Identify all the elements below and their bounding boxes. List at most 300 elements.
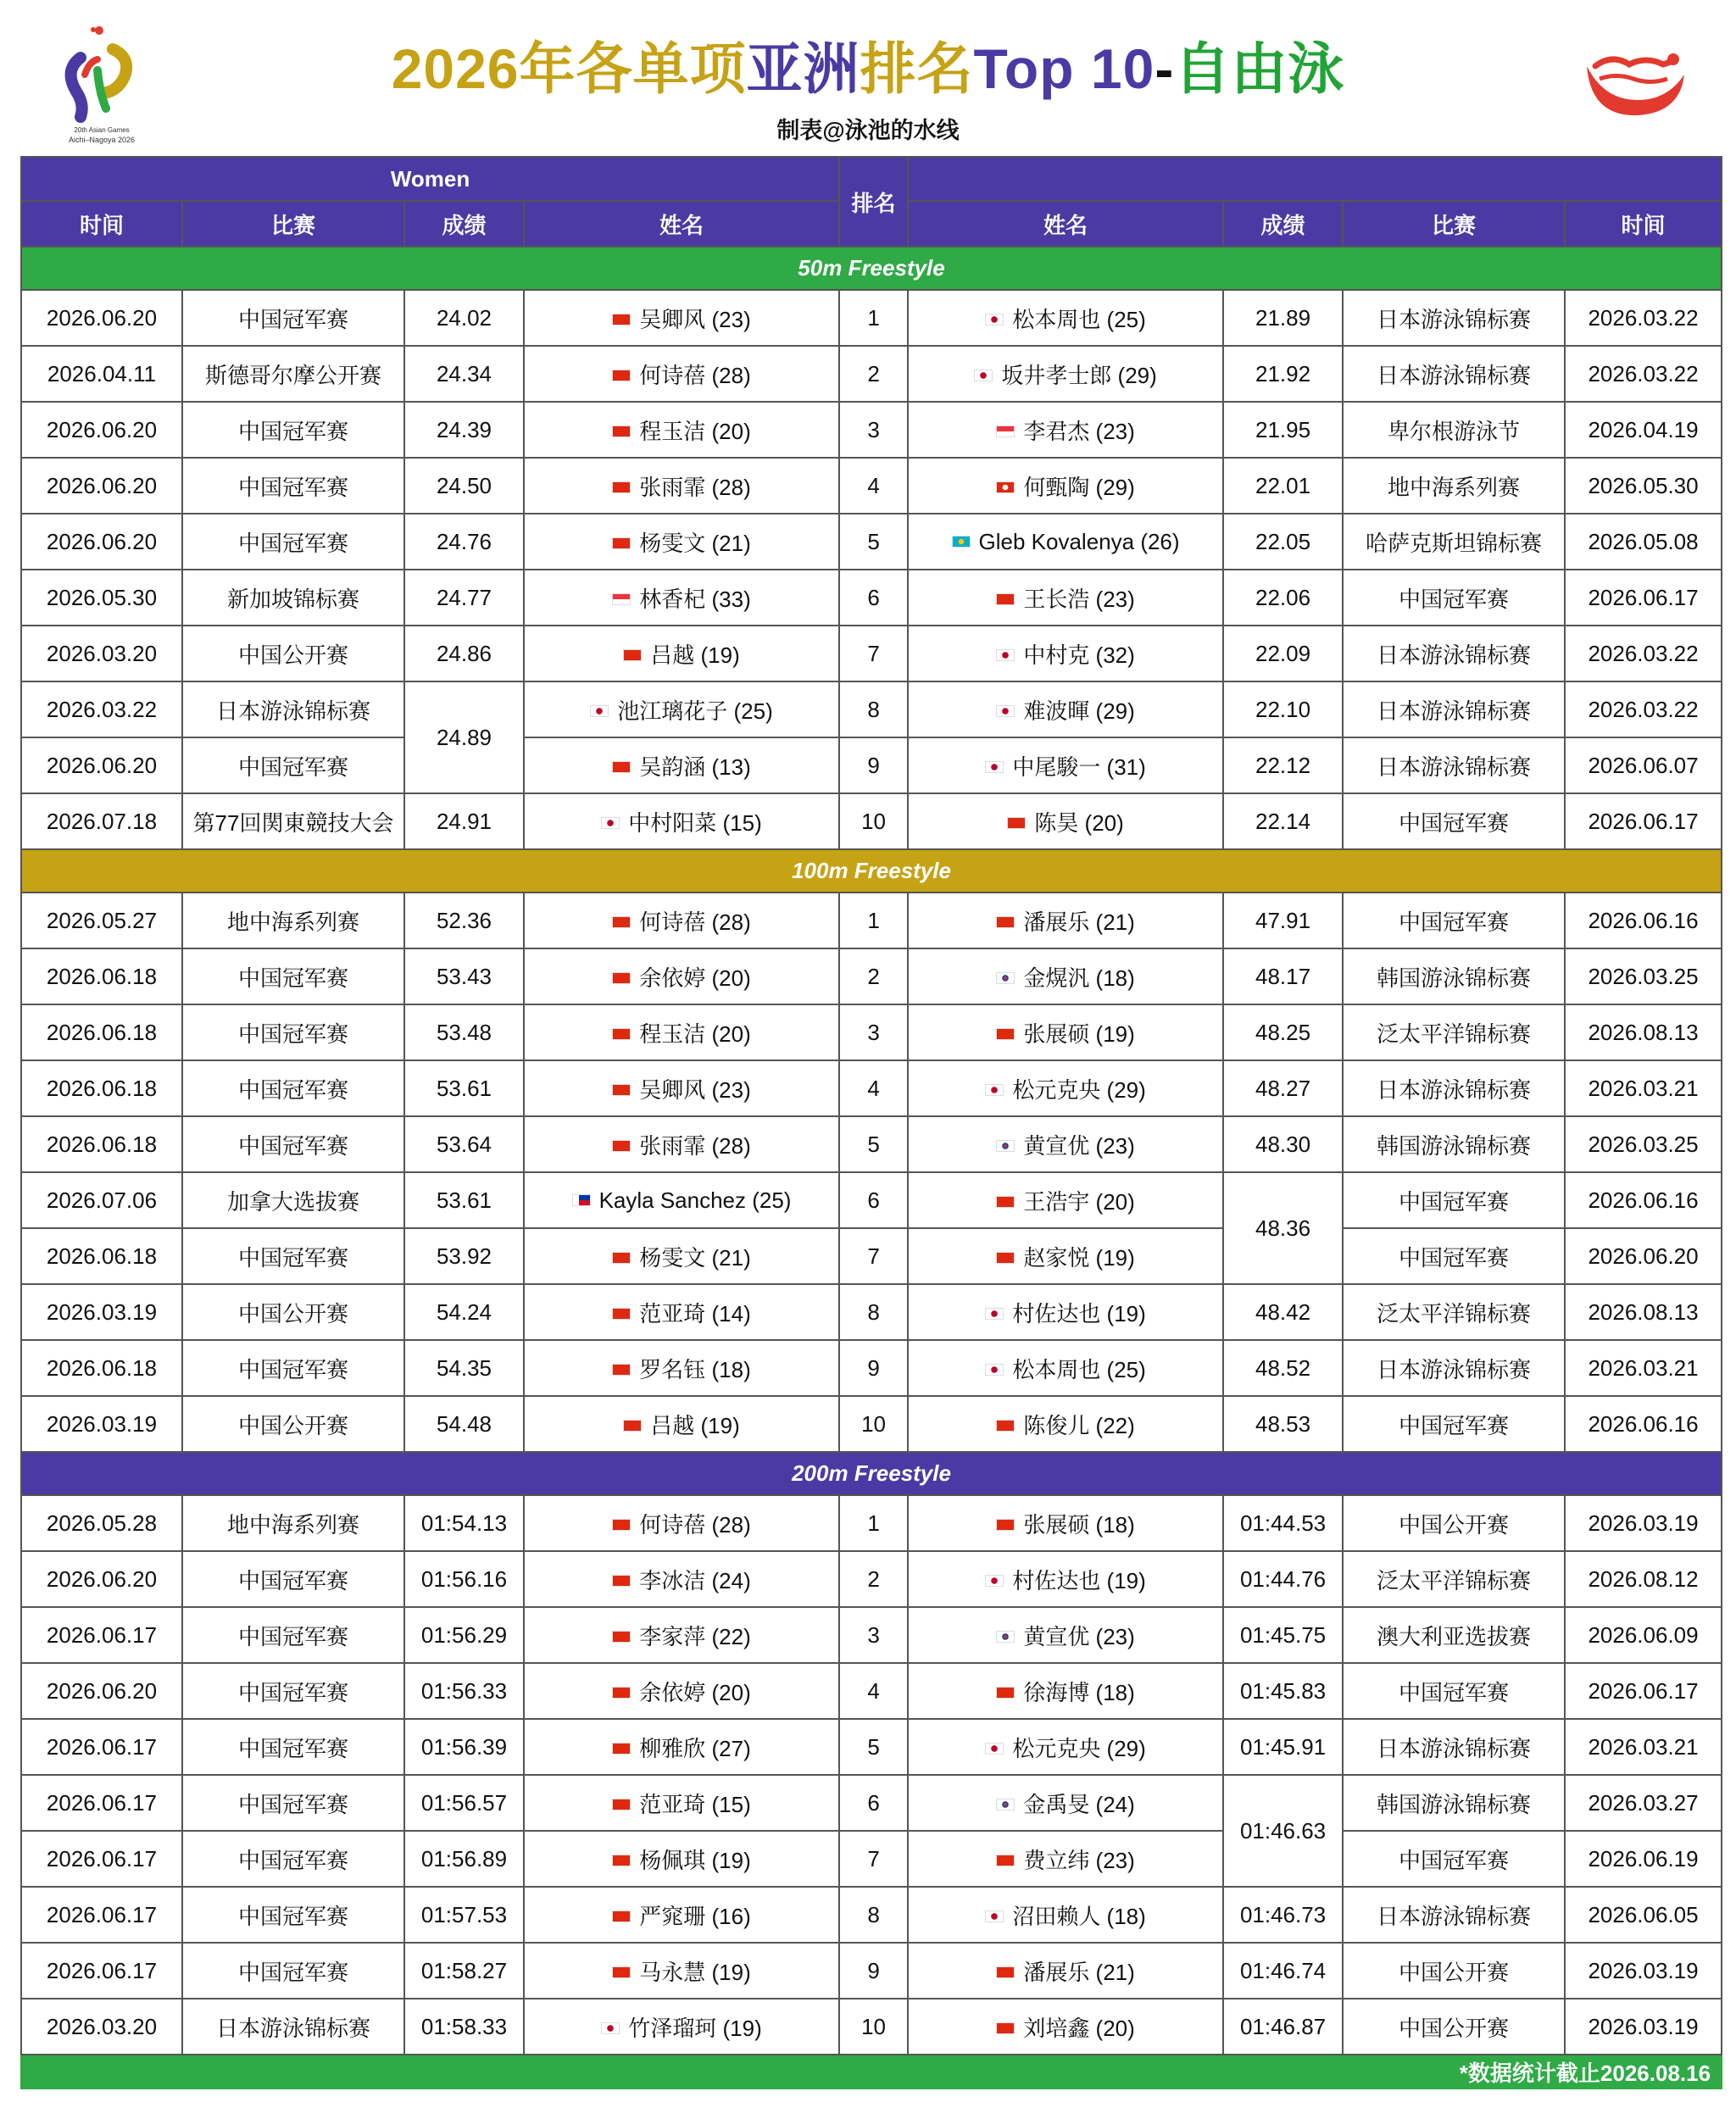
flag-icon	[996, 1420, 1015, 1432]
section-title: 200m Freestyle	[21, 1452, 1722, 1495]
footer-row	[21, 2055, 1722, 2088]
flag-icon	[612, 1687, 631, 1699]
rank-cell: 2	[839, 1551, 908, 1607]
athlete-name: 杨佩琪 (19)	[639, 1847, 751, 1873]
athlete-name: 罗名钰 (18)	[639, 1356, 751, 1382]
athlete-name: 柳雅欣 (27)	[639, 1735, 751, 1761]
men-date-cell: 2026.03.22	[1565, 290, 1722, 346]
table-row	[21, 737, 1722, 793]
women-meet-cell: 中国冠军赛	[182, 1060, 404, 1116]
women-date-cell: 2026.05.27	[21, 893, 182, 948]
women-athlete-cell	[524, 1663, 839, 1719]
athlete-name: 王长浩 (23)	[1023, 586, 1135, 612]
women-result-cell: 01:56.29	[404, 1607, 524, 1663]
women-meet-cell: 中国冠军赛	[182, 1004, 404, 1060]
athlete-name: 费立纬 (23)	[1023, 1847, 1135, 1873]
men-date-cell: 2026.03.19	[1565, 1495, 1722, 1551]
section-header	[21, 1452, 1722, 1495]
women-athlete-cell	[524, 1396, 839, 1452]
women-date-cell: 2026.06.17	[21, 1943, 182, 1999]
women-result-cell: 53.61	[404, 1060, 524, 1116]
flag-icon	[974, 370, 993, 381]
women-meet-cell: 中国冠军赛	[182, 1831, 404, 1887]
women-date-cell: 2026.06.20	[21, 514, 182, 570]
flag-icon	[996, 1252, 1015, 1264]
men-athlete-cell	[908, 737, 1223, 793]
men-date-cell: 2026.05.30	[1565, 458, 1722, 514]
table-row	[21, 402, 1722, 458]
athlete-name: 中尾駿一 (31)	[1012, 754, 1146, 780]
table-body	[21, 247, 1722, 2088]
table-row	[21, 1004, 1722, 1060]
men-result-cell: 01:44.76	[1223, 1551, 1343, 1607]
men-result-cell: 47.91	[1223, 893, 1343, 948]
women-date-cell: 2026.06.18	[21, 948, 182, 1004]
men-date-cell: 2026.03.19	[1565, 1943, 1722, 1999]
men-result-cell: 48.52	[1223, 1340, 1343, 1396]
athlete-name: 吕越 (19)	[650, 642, 740, 668]
women-athlete-cell	[524, 1284, 839, 1340]
men-date-cell: 2026.03.25	[1565, 1116, 1722, 1172]
men-result-cell: 48.17	[1223, 948, 1343, 1004]
women-athlete-cell	[524, 1887, 839, 1943]
flag-icon	[601, 2022, 620, 2034]
athlete-name: 黄宣优 (23)	[1023, 1132, 1135, 1159]
women-meet-cell: 中国冠军赛	[182, 1887, 404, 1943]
table-row	[21, 793, 1722, 849]
women-athlete-cell	[524, 1060, 839, 1116]
women-result-cell: 01:57.53	[404, 1887, 524, 1943]
men-date-cell: 2026.06.05	[1565, 1887, 1722, 1943]
women-meet-cell: 第77回関東競技大会	[182, 793, 404, 849]
col-header-m-name: 姓名	[908, 201, 1223, 247]
flag-icon	[612, 1575, 631, 1587]
women-meet-cell: 中国冠军赛	[182, 290, 404, 346]
athlete-name: 松元克央 (29)	[1012, 1076, 1146, 1103]
athlete-name: 李君杰 (23)	[1023, 418, 1135, 444]
men-date-cell: 2026.06.20	[1565, 1228, 1722, 1284]
women-meet-cell: 中国冠军赛	[182, 1551, 404, 1607]
women-meet-cell: 中国公开赛	[182, 626, 404, 681]
women-meet-cell: 中国冠军赛	[182, 1663, 404, 1719]
flag-icon	[612, 425, 631, 437]
flag-icon	[996, 1855, 1015, 1866]
men-meet-cell: 哈萨克斯坦锦标赛	[1343, 514, 1565, 570]
section-title: 100m Freestyle	[21, 849, 1722, 893]
men-result-cell: 01:46.73	[1223, 1887, 1343, 1943]
flag-icon	[985, 1308, 1004, 1320]
women-result-cell: 24.86	[404, 626, 524, 681]
men-athlete-cell	[908, 1340, 1223, 1396]
table-row	[21, 1060, 1722, 1116]
rank-cell: 9	[839, 737, 908, 793]
men-athlete-cell	[908, 1775, 1223, 1831]
men-meet-cell: 日本游泳锦标赛	[1343, 681, 1565, 737]
flag-icon	[612, 1364, 631, 1376]
women-date-cell: 2026.03.20	[21, 626, 182, 681]
table-row	[21, 1607, 1722, 1663]
men-meet-cell: 日本游泳锦标赛	[1343, 626, 1565, 681]
women-date-cell: 2026.03.19	[21, 1284, 182, 1340]
women-date-cell: 2026.03.19	[21, 1396, 182, 1452]
flag-icon	[612, 1910, 631, 1922]
women-athlete-cell	[524, 290, 839, 346]
athlete-name: 中村阳菜 (15)	[628, 809, 762, 836]
men-athlete-cell	[908, 1284, 1223, 1340]
rank-cell: 3	[839, 1004, 908, 1060]
rank-cell: 1	[839, 290, 908, 346]
men-athlete-cell	[908, 1943, 1223, 1999]
athlete-name: 陈俊儿 (22)	[1023, 1412, 1135, 1438]
table-row	[21, 948, 1722, 1004]
men-date-cell: 2026.06.17	[1565, 570, 1722, 626]
women-athlete-cell	[524, 1943, 839, 1999]
men-athlete-cell	[908, 1607, 1223, 1663]
rank-cell: 9	[839, 1340, 908, 1396]
athlete-name: 黄宣优 (23)	[1023, 1623, 1135, 1649]
men-result-cell: 21.95	[1223, 402, 1343, 458]
men-date-cell: 2026.06.09	[1565, 1607, 1722, 1663]
women-athlete-cell	[524, 948, 839, 1004]
women-meet-cell: 中国冠军赛	[182, 514, 404, 570]
athlete-name: 赵家悦 (19)	[1023, 1244, 1135, 1271]
women-athlete-cell	[524, 1340, 839, 1396]
flag-icon	[1007, 817, 1026, 829]
women-athlete-cell	[524, 893, 839, 948]
athlete-name: 松元克央 (29)	[1012, 1735, 1146, 1761]
flag-icon	[612, 481, 631, 493]
men-result-cell: 01:46.74	[1223, 1943, 1343, 1999]
women-result-cell: 24.34	[404, 346, 524, 402]
flag-icon	[612, 1084, 631, 1096]
men-meet-cell: 日本游泳锦标赛	[1343, 1060, 1565, 1116]
women-result-cell: 24.39	[404, 402, 524, 458]
men-result-cell: 48.42	[1223, 1284, 1343, 1340]
women-meet-cell: 斯德哥尔摩公开赛	[182, 346, 404, 402]
athlete-name: 松本周也 (25)	[1012, 306, 1146, 332]
rank-cell: 4	[839, 1663, 908, 1719]
table-row	[21, 626, 1722, 681]
women-result-cell: 01:56.16	[404, 1551, 524, 1607]
women-athlete-cell	[524, 626, 839, 681]
flag-icon	[996, 425, 1015, 437]
men-date-cell: 2026.03.21	[1565, 1340, 1722, 1396]
women-date-cell: 2026.05.30	[21, 570, 182, 626]
men-date-cell: 2026.03.22	[1565, 346, 1722, 402]
rank-cell: 8	[839, 681, 908, 737]
table-row	[21, 1831, 1722, 1887]
women-meet-cell: 中国冠军赛	[182, 1607, 404, 1663]
flag-icon	[612, 537, 631, 549]
men-athlete-cell	[908, 1887, 1223, 1943]
men-meet-cell: 中国冠军赛	[1343, 1831, 1565, 1887]
athlete-name: 余依婷 (20)	[639, 965, 751, 991]
men-athlete-cell	[908, 681, 1223, 737]
rank-cell: 10	[839, 793, 908, 849]
women-meet-cell: 中国冠军赛	[182, 402, 404, 458]
table-row	[21, 346, 1722, 402]
logo-line1: 20th Asian Games	[74, 126, 130, 134]
col-header-w-date: 时间	[21, 201, 182, 247]
men-date-cell: 2026.06.17	[1565, 1663, 1722, 1719]
women-result-cell: 54.35	[404, 1340, 524, 1396]
flag-icon	[612, 1140, 631, 1152]
athlete-name: 王浩宇 (20)	[1023, 1188, 1135, 1215]
flag-icon	[612, 1252, 631, 1264]
women-date-cell: 2026.06.20	[21, 402, 182, 458]
table-row	[21, 1719, 1722, 1775]
flag-icon	[612, 314, 631, 325]
athlete-name: 何诗蓓 (28)	[639, 362, 751, 388]
women-athlete-cell	[524, 681, 839, 737]
athlete-name: 范亚琦 (14)	[639, 1300, 751, 1326]
flag-icon	[996, 972, 1015, 984]
rank-cell: 10	[839, 1396, 908, 1452]
athlete-name: 张雨霏 (28)	[639, 1132, 751, 1159]
women-meet-cell: 中国冠军赛	[182, 1719, 404, 1775]
men-meet-cell: 泛太平洋锦标赛	[1343, 1551, 1565, 1607]
men-result-cell: 21.92	[1223, 346, 1343, 402]
women-date-cell: 2026.06.17	[21, 1607, 182, 1663]
page-title: 2026年各单项亚洲排名Top 10-自由泳	[391, 37, 1345, 100]
women-meet-cell: 中国公开赛	[182, 1284, 404, 1340]
women-date-cell: 2026.05.28	[21, 1495, 182, 1551]
women-date-cell: 2026.03.22	[21, 681, 182, 737]
men-result-cell: 01:46.87	[1223, 1999, 1343, 2055]
flag-icon	[623, 649, 642, 661]
women-athlete-cell	[524, 402, 839, 458]
men-date-cell: 2026.08.13	[1565, 1284, 1722, 1340]
women-meet-cell: 中国冠军赛	[182, 737, 404, 793]
flag-icon	[996, 1631, 1015, 1643]
men-date-cell: 2026.03.21	[1565, 1060, 1722, 1116]
athlete-name: 吕越 (19)	[650, 1412, 740, 1438]
men-meet-cell: 中国冠军赛	[1343, 793, 1565, 849]
men-athlete-cell	[908, 1228, 1223, 1284]
women-result-cell: 01:54.13	[404, 1495, 524, 1551]
col-header-w-time: 成绩	[404, 201, 524, 247]
women-meet-cell: 中国冠军赛	[182, 1228, 404, 1284]
table-row	[21, 1887, 1722, 1943]
swimmer-logo	[1578, 41, 1693, 125]
athlete-name: 张展硕 (19)	[1023, 1021, 1135, 1047]
flag-icon	[996, 1140, 1015, 1152]
women-athlete-cell	[524, 570, 839, 626]
women-result-cell: 24.89	[404, 681, 524, 793]
men-meet-cell: 中国冠军赛	[1343, 1396, 1565, 1452]
col-header-m-date: 时间	[1565, 201, 1722, 247]
men-athlete-cell	[908, 290, 1223, 346]
men-meet-cell: 日本游泳锦标赛	[1343, 1719, 1565, 1775]
women-date-cell: 2026.06.20	[21, 737, 182, 793]
women-result-cell: 24.76	[404, 514, 524, 570]
women-meet-cell: 中国冠军赛	[182, 1340, 404, 1396]
rank-header: 排名	[839, 157, 908, 247]
athlete-name: 坂井孝士郎 (29)	[1001, 362, 1157, 388]
flag-icon	[985, 1575, 1004, 1587]
men-date-cell: 2026.03.19	[1565, 1999, 1722, 2055]
rank-cell: 6	[839, 570, 908, 626]
flag-icon	[612, 761, 631, 773]
athlete-name: 刘培鑫 (20)	[1023, 2015, 1135, 2041]
women-date-cell: 2026.06.18	[21, 1228, 182, 1284]
men-meet-cell: 澳大利亚选拔赛	[1343, 1607, 1565, 1663]
athlete-name: 何诗蓓 (28)	[639, 1511, 751, 1538]
men-date-cell: 2026.06.19	[1565, 1831, 1722, 1887]
women-athlete-cell	[524, 1999, 839, 2055]
women-result-cell: 53.64	[404, 1116, 524, 1172]
rank-cell: 8	[839, 1284, 908, 1340]
section-header	[21, 247, 1722, 290]
rank-cell: 4	[839, 1060, 908, 1116]
women-athlete-cell	[524, 793, 839, 849]
flag-icon	[590, 705, 609, 717]
men-date-cell: 2026.06.16	[1565, 1396, 1722, 1452]
men-meet-cell: 中国公开赛	[1343, 1943, 1565, 1999]
flag-icon	[612, 972, 631, 984]
athlete-name: 何甄陶 (29)	[1023, 474, 1135, 500]
athlete-name: 张展硕 (18)	[1023, 1511, 1135, 1538]
rank-cell: 7	[839, 626, 908, 681]
women-meet-cell: 日本游泳锦标赛	[182, 1999, 404, 2055]
page-header	[0, 0, 1736, 157]
flag-icon	[996, 916, 1015, 928]
women-date-cell: 2026.06.18	[21, 1004, 182, 1060]
men-date-cell: 2026.06.16	[1565, 1172, 1722, 1228]
athlete-name: 余依婷 (20)	[639, 1679, 751, 1705]
men-header-blank	[908, 157, 1722, 201]
men-result-cell: 48.36	[1223, 1172, 1343, 1284]
flag-icon	[612, 1519, 631, 1531]
women-date-cell: 2026.04.11	[21, 346, 182, 402]
men-athlete-cell	[908, 626, 1223, 681]
flag-icon	[612, 1308, 631, 1320]
women-athlete-cell	[524, 1607, 839, 1663]
rank-cell: 3	[839, 402, 908, 458]
women-athlete-cell	[524, 458, 839, 514]
women-date-cell: 2026.06.18	[21, 1060, 182, 1116]
athlete-name: 陈昊 (20)	[1034, 809, 1124, 836]
women-date-cell: 2026.06.18	[21, 1340, 182, 1396]
rank-cell: 7	[839, 1228, 908, 1284]
women-athlete-cell	[524, 1719, 839, 1775]
men-athlete-cell	[908, 1719, 1223, 1775]
table-row	[21, 1775, 1722, 1831]
col-header-m-meet: 比赛	[1343, 201, 1565, 247]
men-date-cell: 2026.04.19	[1565, 402, 1722, 458]
women-meet-cell: 中国冠军赛	[182, 1116, 404, 1172]
flag-icon	[612, 1799, 631, 1810]
women-athlete-cell	[524, 1831, 839, 1887]
flag-icon	[996, 1687, 1015, 1699]
table-row	[21, 1116, 1722, 1172]
athlete-name: 杨雯文 (21)	[639, 530, 751, 556]
women-meet-cell: 中国冠军赛	[182, 1943, 404, 1999]
women-date-cell: 2026.06.20	[21, 290, 182, 346]
women-result-cell: 24.77	[404, 570, 524, 626]
men-result-cell: 48.25	[1223, 1004, 1343, 1060]
women-date-cell: 2026.06.20	[21, 458, 182, 514]
rank-cell: 4	[839, 458, 908, 514]
flag-icon	[996, 481, 1015, 493]
men-date-cell: 2026.03.22	[1565, 681, 1722, 737]
athlete-name: Kayla Sanchez (25)	[598, 1187, 792, 1213]
table-row	[21, 1495, 1722, 1551]
section-title: 50m Freestyle	[21, 247, 1722, 290]
men-meet-cell: 中国冠军赛	[1343, 1663, 1565, 1719]
men-result-cell: 48.30	[1223, 1116, 1343, 1172]
men-date-cell: 2026.03.27	[1565, 1775, 1722, 1831]
athlete-name: 何诗蓓 (28)	[639, 909, 751, 935]
men-athlete-cell	[908, 1396, 1223, 1452]
men-result-cell: 22.01	[1223, 458, 1343, 514]
table-row	[21, 1396, 1722, 1452]
flag-icon	[996, 1519, 1015, 1531]
flag-icon	[612, 1028, 631, 1040]
athlete-name: 李家萍 (22)	[639, 1623, 751, 1649]
men-athlete-cell	[908, 1004, 1223, 1060]
women-result-cell: 01:56.57	[404, 1775, 524, 1831]
table-row	[21, 1663, 1722, 1719]
flag-icon	[623, 1420, 642, 1432]
athlete-name: 吴卿风 (23)	[639, 306, 751, 332]
ranking-table	[20, 156, 1722, 2089]
women-meet-cell: 中国公开赛	[182, 1396, 404, 1452]
flag-icon	[952, 536, 971, 548]
flag-icon	[612, 1855, 631, 1866]
men-athlete-cell	[908, 1999, 1223, 2055]
men-athlete-cell	[908, 793, 1223, 849]
women-result-cell: 53.48	[404, 1004, 524, 1060]
men-athlete-cell	[908, 1551, 1223, 1607]
rank-cell: 3	[839, 1607, 908, 1663]
women-athlete-cell	[524, 1116, 839, 1172]
men-result-cell: 01:44.53	[1223, 1495, 1343, 1551]
rank-cell: 6	[839, 1172, 908, 1228]
women-result-cell: 24.02	[404, 290, 524, 346]
men-result-cell: 01:45.75	[1223, 1607, 1343, 1663]
women-meet-cell: 日本游泳锦标赛	[182, 681, 404, 737]
men-result-cell: 22.05	[1223, 514, 1343, 570]
women-result-cell: 54.24	[404, 1284, 524, 1340]
athlete-name: 林香杞 (33)	[639, 586, 751, 612]
women-athlete-cell	[524, 1551, 839, 1607]
athlete-name: 村佐达也 (19)	[1012, 1567, 1146, 1593]
men-athlete-cell	[908, 570, 1223, 626]
table-row	[21, 458, 1722, 514]
table-row	[21, 681, 1722, 737]
table-row	[21, 290, 1722, 346]
men-meet-cell: 中国公开赛	[1343, 1999, 1565, 2055]
page-subtitle: 制表@泳池的水线	[776, 118, 960, 143]
women-meet-cell: 地中海系列赛	[182, 1495, 404, 1551]
men-meet-cell: 卑尔根游泳节	[1343, 402, 1565, 458]
athlete-name: 李冰洁 (24)	[639, 1567, 751, 1593]
flag-icon	[985, 1910, 1004, 1922]
women-meet-cell: 新加坡锦标赛	[182, 570, 404, 626]
rank-cell: 6	[839, 1775, 908, 1831]
women-date-cell: 2026.06.17	[21, 1887, 182, 1943]
table-row	[21, 1228, 1722, 1284]
flag-icon	[612, 370, 631, 381]
women-athlete-cell	[524, 1004, 839, 1060]
athlete-name: 松本周也 (25)	[1012, 1356, 1146, 1382]
women-date-cell: 2026.06.17	[21, 1775, 182, 1831]
col-header-m-time: 成绩	[1223, 201, 1343, 247]
men-meet-cell: 日本游泳锦标赛	[1343, 346, 1565, 402]
men-meet-cell: 日本游泳锦标赛	[1343, 290, 1565, 346]
athlete-name: 程玉洁 (20)	[639, 1021, 751, 1047]
